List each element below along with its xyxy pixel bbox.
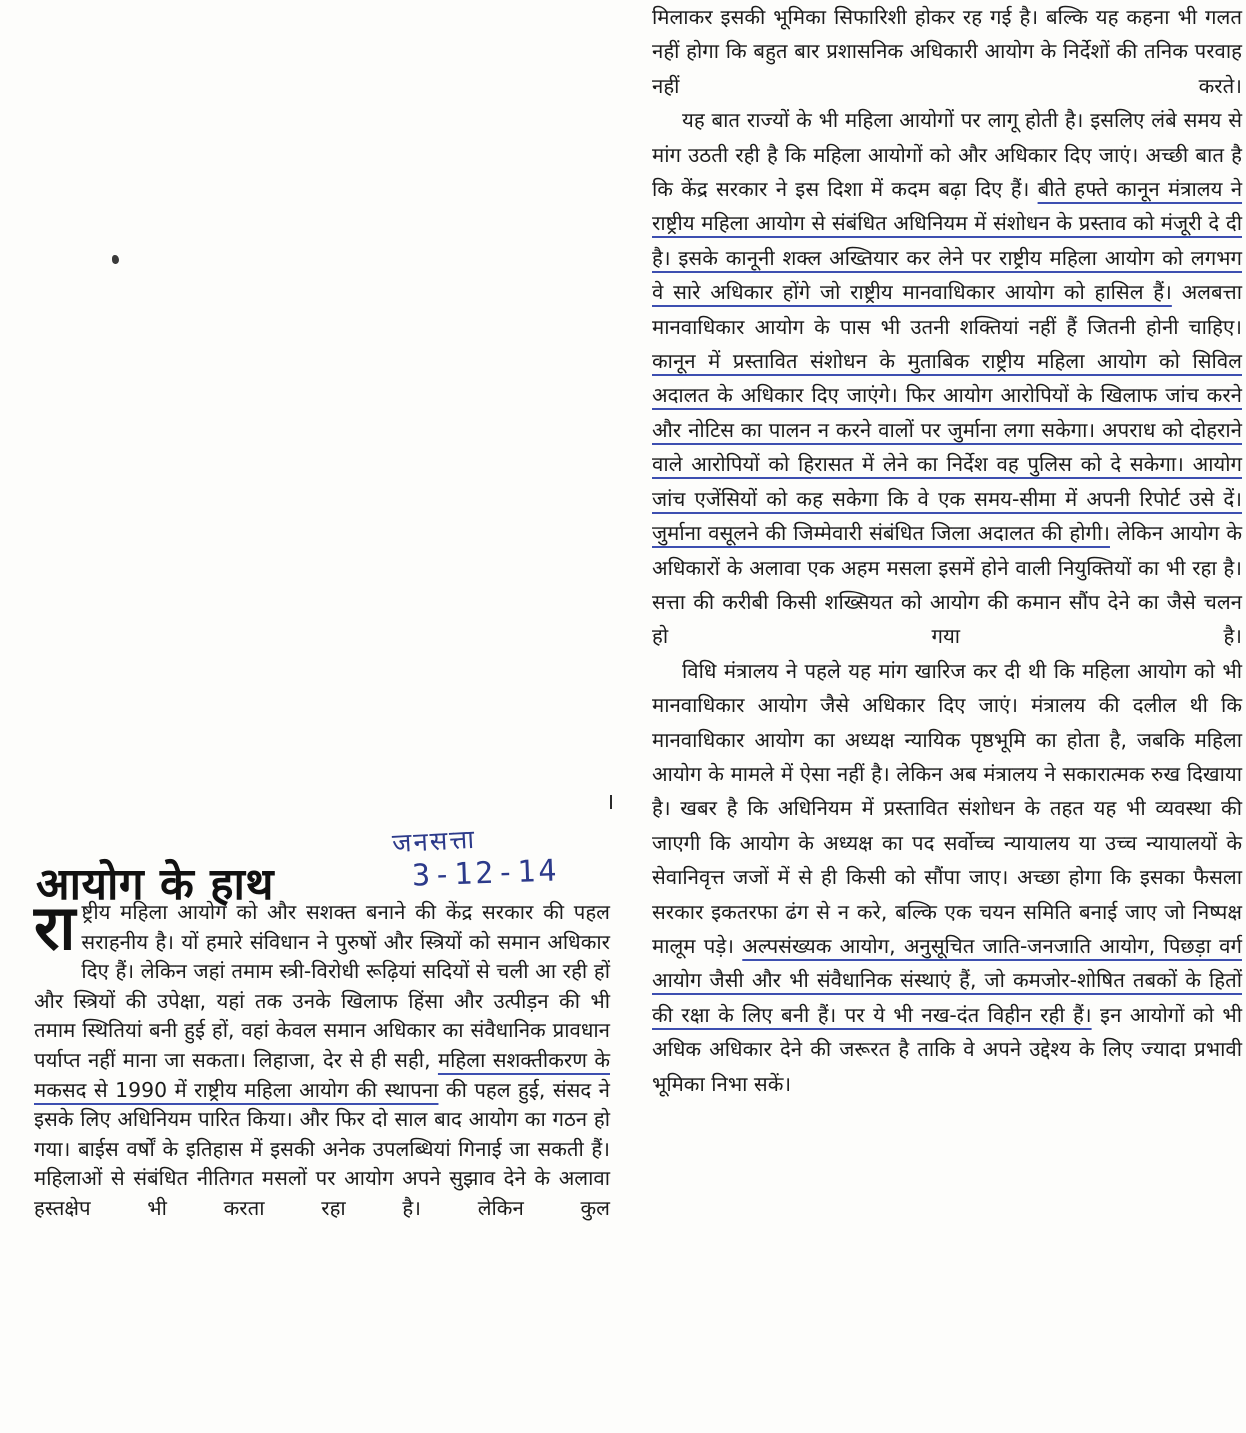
drop-cap: रा <box>34 891 76 964</box>
underlined-passage: अल्पसंख्यक आयोग, अनुसूचित जाति-जनजाति आयोग, पिछड़ा वर्ग आयोग जैसी और भी संवैधानिक संस्थाएं हैं, जो कमजोर-शोषित तबकों के हितों की रक्षा के लिए बनी हैं। पर ये भी नख-दंत विहीन रही हैं। <box>652 933 1242 1027</box>
note-date: 3-12-14 <box>411 853 561 894</box>
underlined-passage: कानून में प्रस्तावित संशोधन के मुताबिक राष्ट्रीय महिला आयोग को सिविल अदालत के अधिकार दिए जाएंगे। फिर आयोग आरोपियों के खिलाफ जांच करने और नोटिस का पालन न करने वालों पर जुर्माना लगा सकेगा। अपराध को दोहराने वाले आरोपियों को हिरासत में लेने का निर्देश वह पुलिस को दे सकेगा। आयोग जांच एजेंसियों को कह सकेगा कि वे एक समय-सीमा में अपनी रिपोर्ट उसे दें। जुर्माना वसूलने की जिम्मेवारी संबंधित जिला अदालत की होगी। <box>652 349 1242 546</box>
underlined-passage: बीते हफ्ते कानून मंत्रालय ने राष्ट्रीय महिला आयोग से संबंधित अधिनियम में संशोधन के प्रस्ताव को मंजूरी दे दी है। इसके कानूनी शक्ल अख्तियार कर लेने पर राष्ट्रीय महिला आयोग को लगभग वे सारे अधिकार होंगे जो राष्ट्रीय मानवाधिकार आयोग को हासिल हैं। <box>652 177 1243 305</box>
article-headline: आयोग के हाथ <box>36 859 274 911</box>
paragraph-amendment: यह बात राज्यों के भी महिला आयोगों पर लागू होती है। इसलिए लंबे समय से मांग उठती रही है कि महिला आयोगों को और अधिकार दिए जाएं। अच्छी बात है कि केंद्र सरकार ने इस दिशा में कदम बढ़ा दिए हैं। बीते हफ्ते कानून मंत्रालय ने राष्ट्रीय महिला आयोग से संबंधित अधिनियम में संशोधन के प्रस्ताव को मंजूरी दे दी है। इसके कानूनी शक्ल अख्तियार कर लेने पर राष्ट्रीय महिला आयोग को लगभग वे सारे अधिकार होंगे जो राष्ट्रीय मानवाधिकार आयोग को हासिल हैं। अलबत्ता मानवाधिकार आयोग के पास भी उतनी शक्तियां नहीं हैं जितनी होनी चाहिए। कानून में प्रस्तावित संशोधन के मुताबिक राष्ट्रीय महिला आयोग को सिविल अदालत के अधिकार दिए जाएंगे। फिर आयोग आरोपियों के खिलाफ जांच करने और नोटिस का पालन न करने वालों पर जुर्माना लगा सकेगा। अपराध को दोहराने वाले आरोपियों को हिरासत में लेने का निर्देश वह पुलिस को दे सकेगा। आयोग जांच एजेंसियों को कह सकेगा कि वे एक समय-सीमा में अपनी रिपोर्ट उसे दें। जुर्माना वसूलने की जिम्मेवारी संबंधित जिला अदालत की होगी। लेकिन आयोग के अधिकारों के अलावा एक अहम मसला इसमें होने वाली नियुक्तियों का भी रहा है। सत्ता की करीबी किसी शख्सियत को आयोग की कमान सौंप देने का जैसे चलन हो गया है। <box>652 108 1243 649</box>
paragraph-ministry: विधि मंत्रालय ने पहले यह मांग खारिज कर दी थी कि महिला आयोग को भी मानवाधिकार आयोग जैसे अधिकार दिए जाएं। मंत्रालय की दलील थी कि मानवाधिकार आयोग का अध्यक्ष न्यायिक पृष्ठभूमि का होता है, जबकि महिला आयोग के मामले में ऐसा नहीं है। लेकिन अब मंत्रालय ने सकारात्मक रुख दिखाया है। खबर है कि अधिनियम में प्रस्तावित संशोधन के तहत यह भी व्यवस्था की जाएगी कि आयोग के अध्यक्ष का पद सर्वोच्च न्यायालय या उच्च न्यायालयों के सेवानिवृत्त जजों में से ही किसी को सौंपा जाए। अच्छा होगा कि इसका फैसला सरकार इकतरफा ढंग से न करे, बल्कि एक चयन समिति बनाई जाए जो निष्पक्ष मालूम पड़े। अल्पसंख्यक आयोग, अनुसूचित जाति-जनजाति आयोग, पिछड़ा वर्ग आयोग जैसी और भी संवैधानिक संस्थाएं हैं, जो कमजोर-शोषित तबकों के हितों की रक्षा के लिए बनी हैं। पर ये भी नख-दंत विहीन रही हैं। इन आयोगों को भी अधिक अधिकार देने की जरूरत है ताकि वे अपने उद्देश्य के लिए ज्यादा प्रभावी भूमिका निभा सकें। <box>652 658 1242 1096</box>
right-column <box>652 0 1242 1101</box>
note-source: जनसत्ता <box>391 824 477 860</box>
ink-speck <box>112 255 119 264</box>
underlined-passage: महिला सशक्तीकरण के मकसद से 1990 में राष्ट्रीय महिला आयोग की स्थापना <box>34 1047 610 1102</box>
paragraph-continuation: मिलाकर इसकी भूमिका सिफारिशी होकर रह गई है। बल्कि यह कहना भी गलत नहीं होगा कि बहुत बार प्रशासनिक अधिकारी आयोग के निर्देशों की तनिक परवाह नहीं करते। <box>652 5 1242 98</box>
paragraph-intro: ष्ट्रीय महिला आयोग को और सशक्त बनाने की केंद्र सरकार की पहल सराहनीय है। यों हमारे संविधान ने पुरुषों और स्त्रियों को समान अधिकार दिए हैं। लेकिन जहां तमाम स्त्री-विरोधी रूढ़ियां सदियों से चली आ रही हों और स्त्रियों की उपेक्षा, यहां तक उनके खिलाफ हिंसा और उत्पीड़न की भी तमाम स्थितियां बनी हुई हों, वहां केवल समान अधिकार का संवैधानिक प्रावधान पर्याप्त नहीं माना जा सकता। लिहाजा, देर से ही सही, महिला सशक्तीकरण के मकसद से 1990 में राष्ट्रीय महिला आयोग की स्थापना की पहल हुई, संसद ने इसके लिए अधिनियम पारित किया। और फिर दो साल बाद आयोग का गठन हो गया। बाईस वर्षों के इतिहास में इसकी अनेक उपलब्धियां गिनाई जा सकती हैं। महिलाओं से संबंधित नीतिगत मसलों पर आयोग अपने सुझाव देने के अलावा हस्तक्षेप भी करता रहा है। लेकिन कुल <box>34 900 610 1220</box>
left-column <box>34 891 610 1224</box>
handwritten-note <box>392 822 602 902</box>
column-tick <box>610 795 612 809</box>
